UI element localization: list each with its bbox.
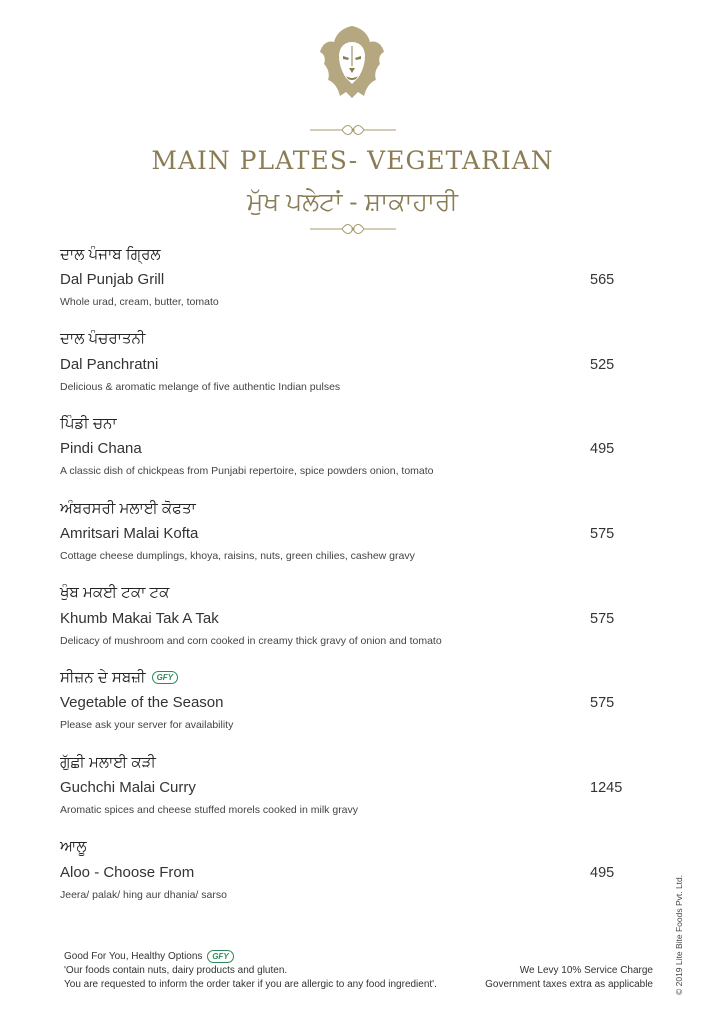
item-description: Delicious & aromatic melange of five authentic Indian pulses: [60, 380, 341, 393]
item-description: Aromatic spices and cheese stuffed morels cooked in milk gravy: [60, 804, 359, 817]
item-name-punjabi: ਦਾਲ ਪੰਜਾਬ ਗ੍ਰਿਲ: [60, 245, 161, 263]
menu-item: [60, 835, 620, 920]
item-price: 575: [590, 526, 615, 543]
item-description: Please ask your server for availability: [60, 719, 234, 732]
copyright-text: © 2019 Lite Bite Foods Pvt. Ltd.: [674, 874, 684, 995]
item-name: Dal Punjab Grill: [60, 271, 165, 288]
menu-item: [60, 327, 620, 412]
item-name-punjabi: ਪਿੰਡੀ ਚਨਾ: [60, 414, 117, 432]
item-name: Guchchi Malai Curry: [60, 779, 196, 797]
item-price: 495: [590, 864, 615, 881]
menu-item: [60, 411, 620, 496]
item-name-punjabi: ਗੁੱਛੀ ਮਲਾਈ ਕੜੀ: [60, 753, 156, 771]
item-name-punjabi: ਅੰਬਰਸਰੀ ਮਲਾਈ ਕੋਫਤਾ: [60, 499, 196, 517]
ornament-divider-icon: [310, 124, 396, 136]
item-description: A classic dish of chickpeas from Punjabi repertoire, spice powders onion, tomato: [60, 465, 434, 478]
item-price: 1245: [590, 780, 623, 797]
item-price: 495: [590, 441, 615, 458]
menu-item: [60, 242, 620, 327]
item-name-punjabi: ਸੀਜ਼ਨ ਦੇ ਸਬਜ਼ੀ: [60, 668, 146, 686]
menu-item: [60, 496, 620, 581]
service-charge-note: We Levy 10% Service Charge: [519, 965, 653, 976]
item-name: Aloo - Choose From: [60, 863, 195, 881]
item-name-punjabi: ਦਾਲ ਪੰਚਰਾਤਨੀ: [60, 330, 146, 348]
item-price: 575: [590, 610, 615, 627]
item-description: Whole urad, cream, butter, tomato: [60, 296, 219, 308]
item-price: 575: [590, 695, 615, 712]
item-price: 525: [590, 356, 615, 373]
item-name: Dal Panchratni: [60, 355, 159, 373]
gfy-badge: GFY: [207, 950, 233, 963]
gfy-legend-text: Good For You, Healthy Options: [64, 951, 203, 962]
page-title: MAIN PLATES- VEGETARIAN: [151, 146, 554, 175]
gfy-legend: [64, 950, 437, 964]
allergen-note-2: You are requested to inform the order taker if you are allergic to any food ingredient'.: [64, 979, 437, 990]
page-title-punjabi: ਮੁੱਖ ਪਲੇਟਾਂ - ਸ਼ਾਕਾਹਾਰੀ: [246, 188, 459, 216]
item-price: 565: [590, 272, 615, 288]
item-description: Delicacy of mushroom and corn cooked in creamy thick gravy of onion and tomato: [60, 634, 442, 647]
item-name: Khumb Makai Tak A Tak: [60, 609, 219, 627]
menu-item: [60, 581, 620, 666]
taxes-note: Government taxes extra as applicable: [485, 979, 653, 990]
footer-notes: [64, 950, 437, 992]
lion-head-logo-icon: [312, 24, 392, 100]
item-name: Pindi Chana: [60, 440, 142, 458]
item-name: Vegetable of the Season: [60, 694, 224, 712]
ornament-divider-icon: [310, 223, 396, 235]
menu-item: [60, 665, 620, 750]
charges-notes: [485, 964, 653, 992]
item-description: Cottage cheese dumplings, khoya, raisins, nuts, green chilies, cashew gravy: [60, 550, 415, 563]
gfy-badge: GFY: [152, 671, 178, 684]
allergen-note: 'Our foods contain nuts, dairy products and gluten.: [64, 965, 288, 976]
item-name-punjabi: ਆਲੂ: [60, 838, 87, 856]
item-name-punjabi: ਖੁੰਬ ਮਕਈ ਟਕਾ ਟਕ: [60, 584, 170, 602]
item-name: Amritsari Malai Kofta: [60, 525, 199, 543]
menu-list: [60, 242, 623, 920]
menu-item: [60, 750, 623, 835]
item-description: Jeera/ palak/ hing aur dhania/ sarso: [60, 888, 227, 901]
